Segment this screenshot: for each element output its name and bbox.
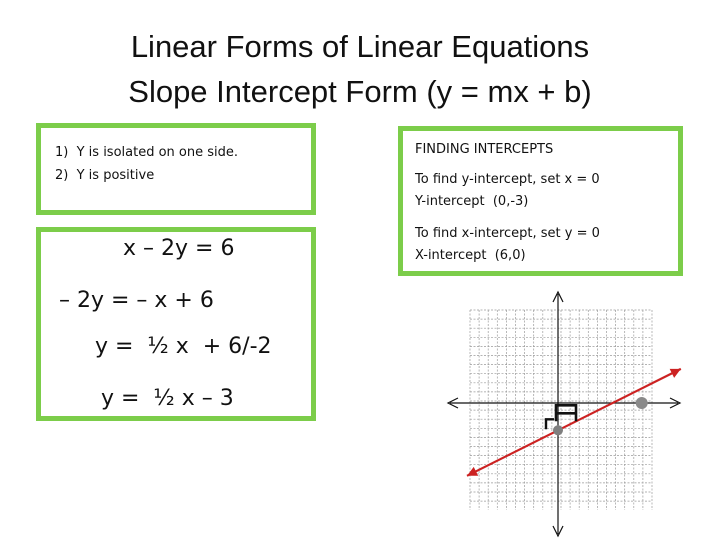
equation-steps-box <box>36 227 316 421</box>
condition-2: 2) Y is positive <box>55 168 155 183</box>
condition-1: 1) Y is isolated on one side. <box>55 145 239 160</box>
coordinate-graph <box>446 290 686 540</box>
title-line-1: Linear Forms of Linear Equations <box>130 29 590 64</box>
graph-grid <box>470 310 652 510</box>
graph-plot <box>467 369 681 476</box>
x-intercept-point <box>636 397 648 409</box>
equation-step-2: – 2y = – x + 6 <box>59 288 214 313</box>
y-intercept-rule: To find y-intercept, set x = 0 <box>415 172 600 187</box>
conditions-box <box>36 123 316 215</box>
x-intercept-rule: To find x-intercept, set y = 0 <box>415 226 600 241</box>
equation-step-4: y = ½ x – 3 <box>101 386 234 411</box>
slope-run-mark <box>546 419 554 429</box>
graphed-line <box>467 369 681 476</box>
x-intercept-result: X-intercept (6,0) <box>415 248 526 263</box>
y-intercept-point <box>553 425 563 435</box>
equation-step-1: x – 2y = 6 <box>123 236 235 261</box>
intercepts-box <box>398 126 683 276</box>
intercepts-heading: FINDING INTERCEPTS <box>415 142 554 157</box>
equation-step-3: y = ½ x + 6/-2 <box>95 334 272 359</box>
y-intercept-result: Y-intercept (0,-3) <box>415 194 529 209</box>
title-line-2: Slope Intercept Form (y = mx + b) <box>128 74 592 109</box>
